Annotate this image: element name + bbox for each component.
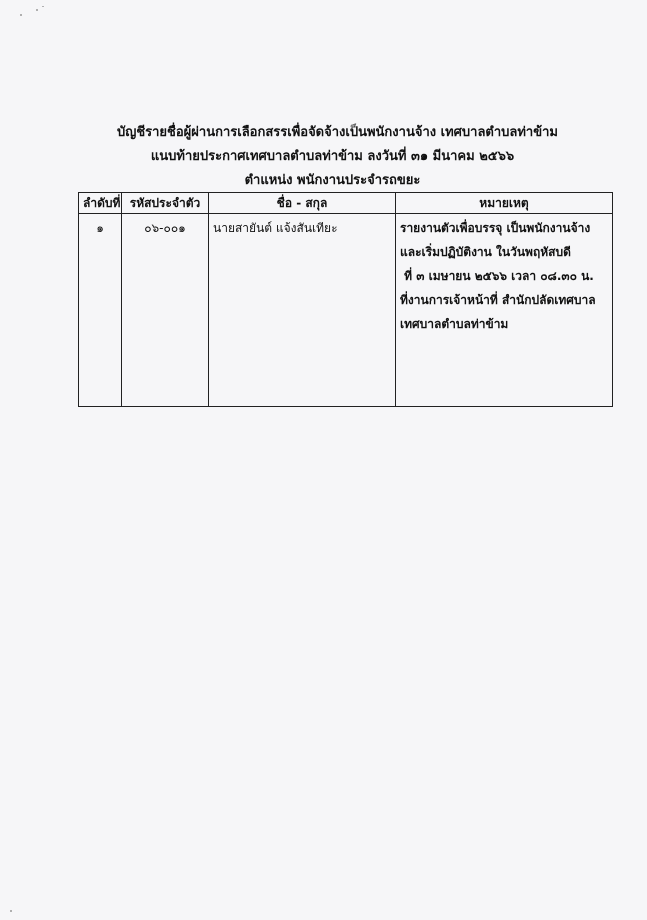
header-code: รหัสประจำตัว (122, 193, 209, 214)
table-row (79, 214, 613, 407)
position-title: ตำแหน่ง พนักงานประจำรถขยะ (244, 173, 421, 188)
table-header-row (79, 193, 613, 214)
header-name: ชื่อ - สกุล (209, 193, 396, 214)
scan-speck (10, 910, 12, 912)
remark-line: เทศบาลตำบลท่าข้าม (400, 317, 509, 331)
remark-line: ที่งานการเจ้าหน้าที่ สำนักปลัดเทศบาล (400, 293, 596, 307)
cell-code: ๐๖-๐๐๑ (122, 214, 209, 407)
cell-order: ๑ (79, 214, 122, 407)
cell-remark (396, 214, 613, 407)
header-order: ลำดับที่ (79, 193, 122, 214)
header-remark: หมายเหตุ (396, 193, 613, 214)
scan-speck (36, 9, 38, 11)
remark-line: รายงานตัวเพื่อบรรจุ เป็นพนักงานจ้าง (400, 221, 591, 235)
document-subtitle: แนบท้ายประกาศเทศบาลตำบลท่าข้าม ลงวันที่ ๓๑ มีนาคม ๒๕๖๖ (150, 149, 515, 164)
remark-line: ที่ ๓ เมษายน ๒๕๖๖ เวลา ๐๘.๓๐ น. (400, 269, 594, 283)
remark-line: และเริ่มปฏิบัติงาน ในวันพฤหัสบดี (400, 245, 571, 259)
document-title: บัญชีรายชื่อผู้ผ่านการเลือกสรรเพื่อจัดจ้างเป็นพนักงานจ้าง เทศบาลตำบลท่าข้าม (117, 125, 558, 140)
scan-speck (42, 6, 44, 7)
cell-name: นายสายันต์ แจ้งสันเทียะ (209, 214, 396, 407)
candidate-table (78, 192, 613, 407)
scan-speck (20, 14, 22, 16)
